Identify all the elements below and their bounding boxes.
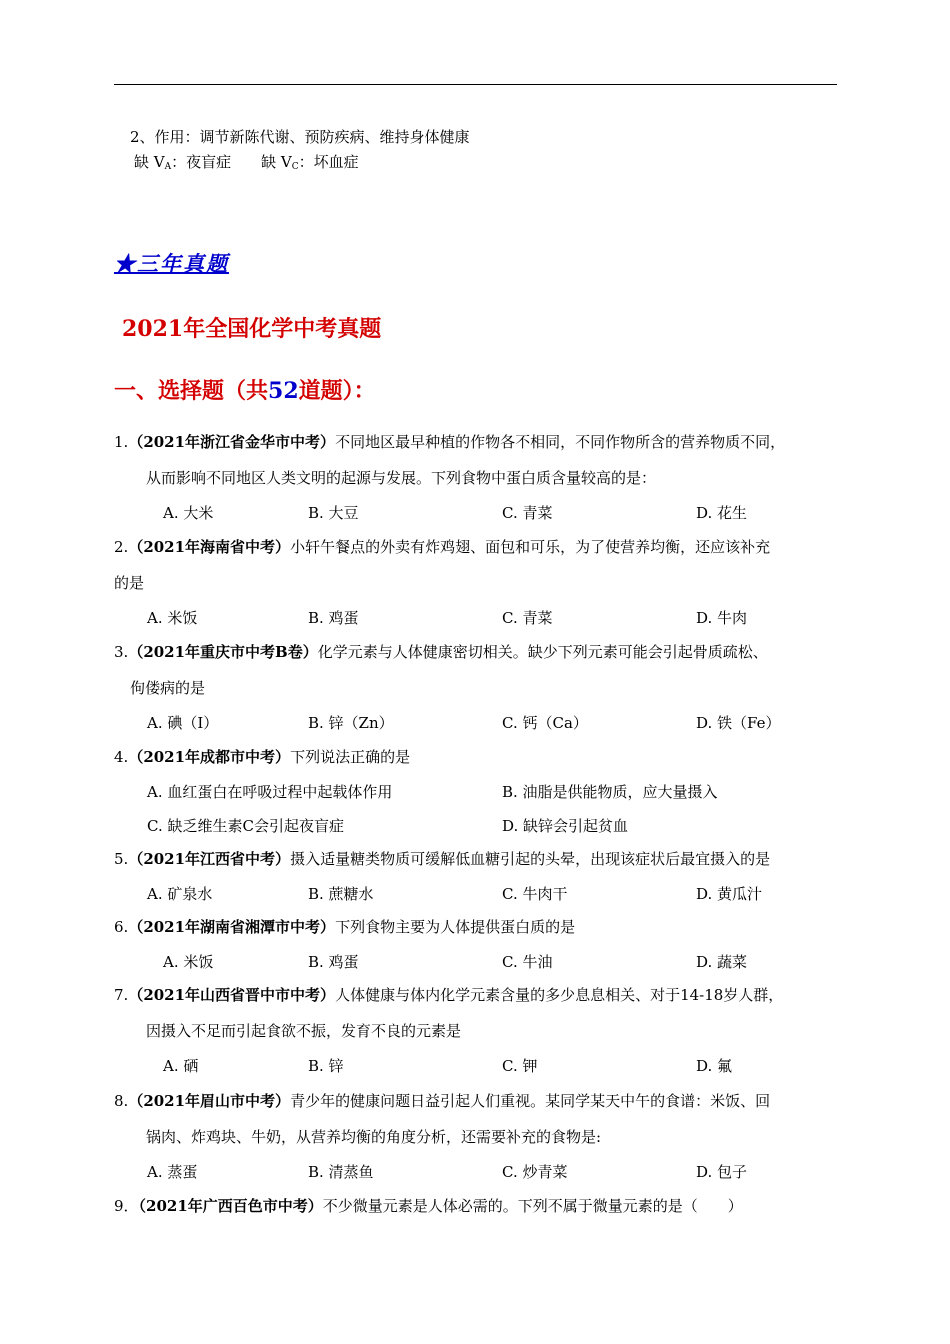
option-d: D. 黄瓜汁 — [696, 885, 763, 903]
option-b: B. 锌（Zn） — [308, 714, 394, 732]
option-a: A. 米饭 — [147, 609, 198, 627]
option-d: D. 包子 — [696, 1163, 748, 1181]
option-b: B. 大豆 — [308, 504, 359, 522]
intro-deficiency-line: 缺 $V_A$：夜盲症 缺 $V_C$：坏血症 — [134, 153, 359, 172]
option-c: C. 钙（Ca） — [502, 714, 588, 732]
intro-function-line: 2、作用：调节新陈代谢、预防疾病、维持身体健康 — [130, 128, 470, 146]
option-a: A. 蒸蛋 — [147, 1163, 198, 1181]
option-b: B. 蔗糖水 — [308, 885, 374, 903]
option-a: A. 米饭 — [163, 953, 214, 971]
option-a: A. 血红蛋白在呼吸过程中起载体作用 — [147, 783, 393, 801]
option-b: B. 鸡蛋 — [308, 953, 359, 971]
question-7: 7.（2021年山西省晋中市中考）人体健康与体内化学元素含量的多少息息相关、对于14-18岁人群， 因摄入不足而引起食欲不振，发育不良的元素是 A. 硒 B. 锌 C. 钾 D. 氟 — [114, 977, 854, 1083]
option-c: C. 青菜 — [502, 609, 553, 627]
option-c: C. 缺乏维生素C会引起夜盲症 — [147, 817, 344, 835]
question-6: 6.（2021年湖南省湘潭市中考）下列食物主要为人体提供蛋白质的是 A. 米饭 B. 鸡蛋 C. 牛油 D. 蔬菜 — [114, 909, 854, 979]
page-title: 2021年全国化学中考真题 — [122, 316, 382, 342]
option-b: B. 鸡蛋 — [308, 609, 359, 627]
option-d: D. 缺锌会引起贫血 — [502, 817, 629, 835]
option-c: C. 炒青菜 — [502, 1163, 568, 1181]
question-8: 8.（2021年眉山市中考）青少年的健康问题日益引起人们重视。某同学某天中午的食谱：米饭、回 锅肉、炸鸡块、牛奶，从营养均衡的角度分析，还需要补充的食物是: A. 蒸蛋 B. 清蒸鱼 C. 炒青菜 D. 包子 — [114, 1083, 854, 1189]
option-b: B. 清蒸鱼 — [308, 1163, 374, 1181]
question-9: 9．（2021年广西百色市中考）不少微量元素是人体必需的。下列不属于微量元素的是（ ） — [114, 1197, 743, 1215]
question-4: 4.（2021年成都市中考）下列说法正确的是 A. 血红蛋白在呼吸过程中起载体作用 B. 油脂是供能物质，应大量摄入 C. 缺乏维生素C会引起夜盲症 D. 缺锌会引起贫血 — [114, 739, 854, 843]
question-3: 3.（2021年重庆市中考B卷）化学元素与人体健康密切相关。缺少下列元素可能会引起骨质疏松、 佝偻病的是 A. 碘（I） B. 锌（Zn） C. 钙（Ca） D. 铁（Fe） — [114, 634, 854, 740]
option-a: A. 硒 — [163, 1057, 199, 1075]
option-c: C. 牛油 — [502, 953, 553, 971]
question-2: 2.（2021年海南省中考）小轩午餐点的外卖有炸鸡翅、面包和可乐，为了使营养均衡，还应该补充 的是 A. 米饭 B. 鸡蛋 C. 青菜 D. 牛肉 — [114, 529, 854, 635]
option-b: B. 锌 — [308, 1057, 344, 1075]
header-rule — [114, 84, 837, 85]
option-c: C. 青菜 — [502, 504, 553, 522]
option-d: D. 氟 — [696, 1057, 733, 1075]
three-year-exams-heading[interactable]: ★三年真题 — [114, 251, 229, 276]
option-a: A. 矿泉水 — [147, 885, 213, 903]
question-1: 1.（2021年浙江省金华市中考）不同地区最早种植的作物各不相同，不同作物所含的营养物质不同， 从而影响不同地区人类文明的起源与发展。下列食物中蛋白质含量较高的是： A. 大米 B. 大豆 C. 青菜 D. 花生 — [114, 424, 854, 530]
option-c: C. 牛肉干 — [502, 885, 568, 903]
option-d: D. 蔬菜 — [696, 953, 748, 971]
option-d: D. 铁（Fe） — [696, 714, 781, 732]
option-a: A. 大米 — [163, 504, 214, 522]
option-d: D. 花生 — [696, 504, 748, 522]
option-b: B. 油脂是供能物质，应大量摄入 — [502, 783, 718, 801]
option-d: D. 牛肉 — [696, 609, 748, 627]
question-5: 5.（2021年江西省中考）摄入适量糖类物质可缓解低血糖引起的头晕，出现该症状后最宜摄入的是 A. 矿泉水 B. 蔗糖水 C. 牛肉干 D. 黄瓜汁 — [114, 841, 854, 911]
option-a: A. 碘（I） — [147, 714, 219, 732]
section-heading: 一、选择题（共52道题）： — [114, 378, 376, 404]
option-c: C. 钾 — [502, 1057, 538, 1075]
